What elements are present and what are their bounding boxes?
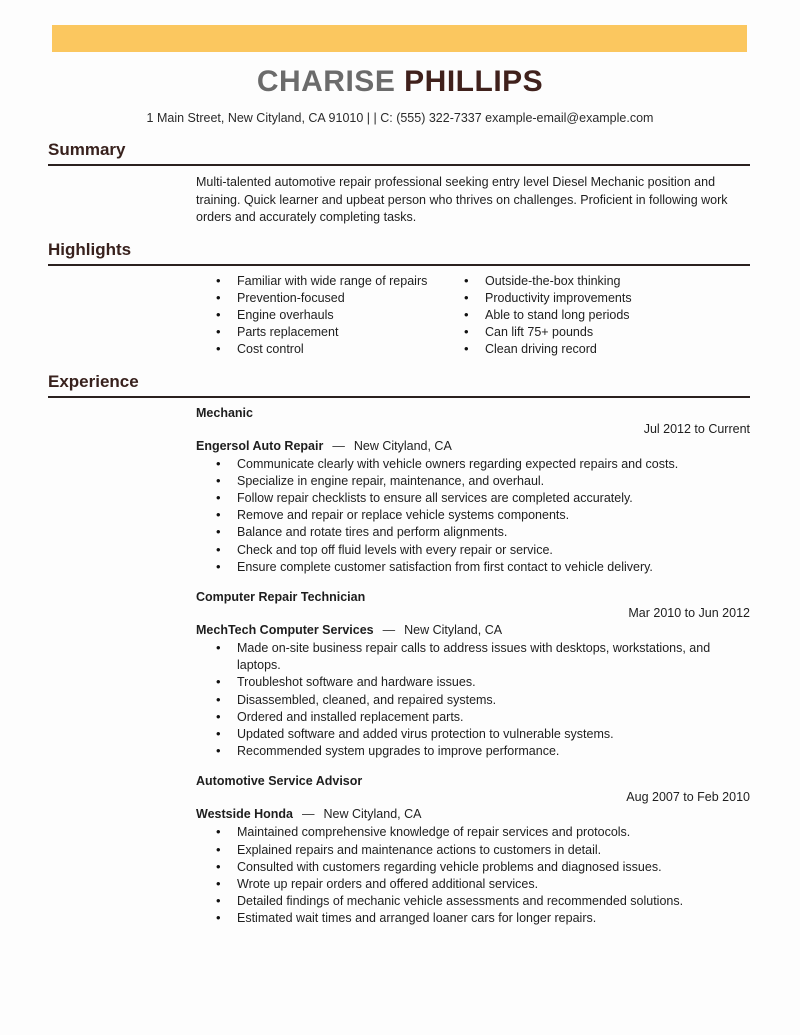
candidate-name xyxy=(0,64,800,100)
experience-section xyxy=(48,372,750,928)
job-bullet: • Recommended system upgrades to improve performance. xyxy=(196,743,750,760)
first-name: CHARISE xyxy=(256,65,396,98)
header-banner xyxy=(52,25,747,52)
job-bullet: • Ordered and installed replacement parts. xyxy=(196,709,750,726)
job-bullet: • Specialize in engine repair, maintenance, and overhaul. xyxy=(196,473,750,490)
highlights-columns xyxy=(196,273,750,359)
highlight-item: • Engine overhauls xyxy=(196,307,444,324)
summary-text: Multi-talented automotive repair professional seeking entry level Diesel Mechanic position and training. Quick learner and upbeat person who thrives on challenges. Proficient in following work orders and accurately completing tasks. xyxy=(196,175,728,224)
company-line xyxy=(196,438,750,455)
highlights-column-1 xyxy=(196,273,444,359)
contact-line: 1 Main Street, New Cityland, CA 91010 | | C: (555) 322-7337 example-email@example.com xyxy=(146,111,654,125)
job-bullet: • Made on-site business repair calls to address issues with desktops, workstations, and laptops. xyxy=(196,640,750,674)
job-bullet: • Follow repair checklists to ensure all services are completed accurately. xyxy=(196,490,750,507)
highlights-heading: Highlights xyxy=(48,240,750,266)
last-name: PHILLIPS xyxy=(404,65,544,98)
job-bullets xyxy=(196,824,750,927)
company-location-separator: — xyxy=(302,807,315,822)
job-title: Computer Repair Technician xyxy=(196,589,366,604)
job-bullet: • Disassembled, cleaned, and repaired systems. xyxy=(196,692,750,709)
resume-header xyxy=(0,0,800,140)
job-title: Automotive Service Advisor xyxy=(196,774,363,789)
job-bullet: • Troubleshot software and hardware issues. xyxy=(196,674,750,691)
highlight-item: • Outside-the-box thinking xyxy=(444,273,750,290)
highlight-item: • Familiar with wide range of repairs xyxy=(196,273,444,290)
job-entry xyxy=(196,590,750,760)
job-bullet: • Remove and repair or replace vehicle systems components. xyxy=(196,507,750,524)
job-bullet: • Balance and rotate tires and perform alignments. xyxy=(196,524,750,541)
highlight-item: • Clean driving record xyxy=(444,341,750,358)
company-name: Engersol Auto Repair xyxy=(196,438,324,453)
experience-heading: Experience xyxy=(48,372,750,398)
job-bullet: • Detailed findings of mechanic vehicle assessments and recommended solutions. xyxy=(196,893,750,910)
job-location: New Cityland, CA xyxy=(323,807,422,822)
job-bullet: • Maintained comprehensive knowledge of repair services and protocols. xyxy=(196,824,750,841)
job-dates: Aug 2007 to Feb 2010 xyxy=(626,790,750,805)
job-location: New Cityland, CA xyxy=(353,438,452,453)
highlight-item: • Can lift 75+ pounds xyxy=(444,324,750,341)
job-dates: Mar 2010 to Jun 2012 xyxy=(628,605,750,620)
job-bullet: • Communicate clearly with vehicle owners regarding expected repairs and costs. xyxy=(196,456,750,473)
job-title: Mechanic xyxy=(196,405,253,420)
company-line xyxy=(196,622,750,639)
resume-body xyxy=(0,140,800,928)
highlight-item: • Cost control xyxy=(196,341,444,358)
company-name: Westside Honda xyxy=(196,807,294,822)
job-bullet: • Ensure complete customer satisfaction from first contact to vehicle delivery. xyxy=(196,559,750,576)
highlights-section xyxy=(48,240,750,359)
summary-section xyxy=(48,140,750,227)
company-location-separator: — xyxy=(382,622,396,637)
company-name: MechTech Computer Services xyxy=(196,622,374,637)
job-bullets xyxy=(196,640,750,760)
job-entry xyxy=(196,774,750,927)
job-dates: Jul 2012 to Current xyxy=(643,421,750,436)
job-bullet: • Estimated wait times and arranged loaner cars for longer repairs. xyxy=(196,910,750,927)
job-bullet: • Consulted with customers regarding vehicle problems and diagnosed issues. xyxy=(196,859,750,876)
job-entry xyxy=(196,406,750,576)
highlights-column-2 xyxy=(444,273,750,359)
company-line xyxy=(196,806,750,823)
job-bullet: • Explained repairs and maintenance actions to customers in detail. xyxy=(196,842,750,859)
job-bullets xyxy=(196,456,750,576)
job-bullet: • Wrote up repair orders and offered additional services. xyxy=(196,876,750,893)
summary-heading: Summary xyxy=(48,140,750,166)
job-bullet: • Check and top off fluid levels with every repair or service. xyxy=(196,542,750,559)
company-location-separator: — xyxy=(332,438,345,453)
job-location: New Cityland, CA xyxy=(404,622,503,637)
job-bullet: • Updated software and added virus protection to vulnerable systems. xyxy=(196,726,750,743)
highlight-item: • Able to stand long periods xyxy=(444,307,750,324)
highlight-item: • Prevention-focused xyxy=(196,290,444,307)
highlight-item: • Parts replacement xyxy=(196,324,444,341)
highlight-item: • Productivity improvements xyxy=(444,290,750,307)
